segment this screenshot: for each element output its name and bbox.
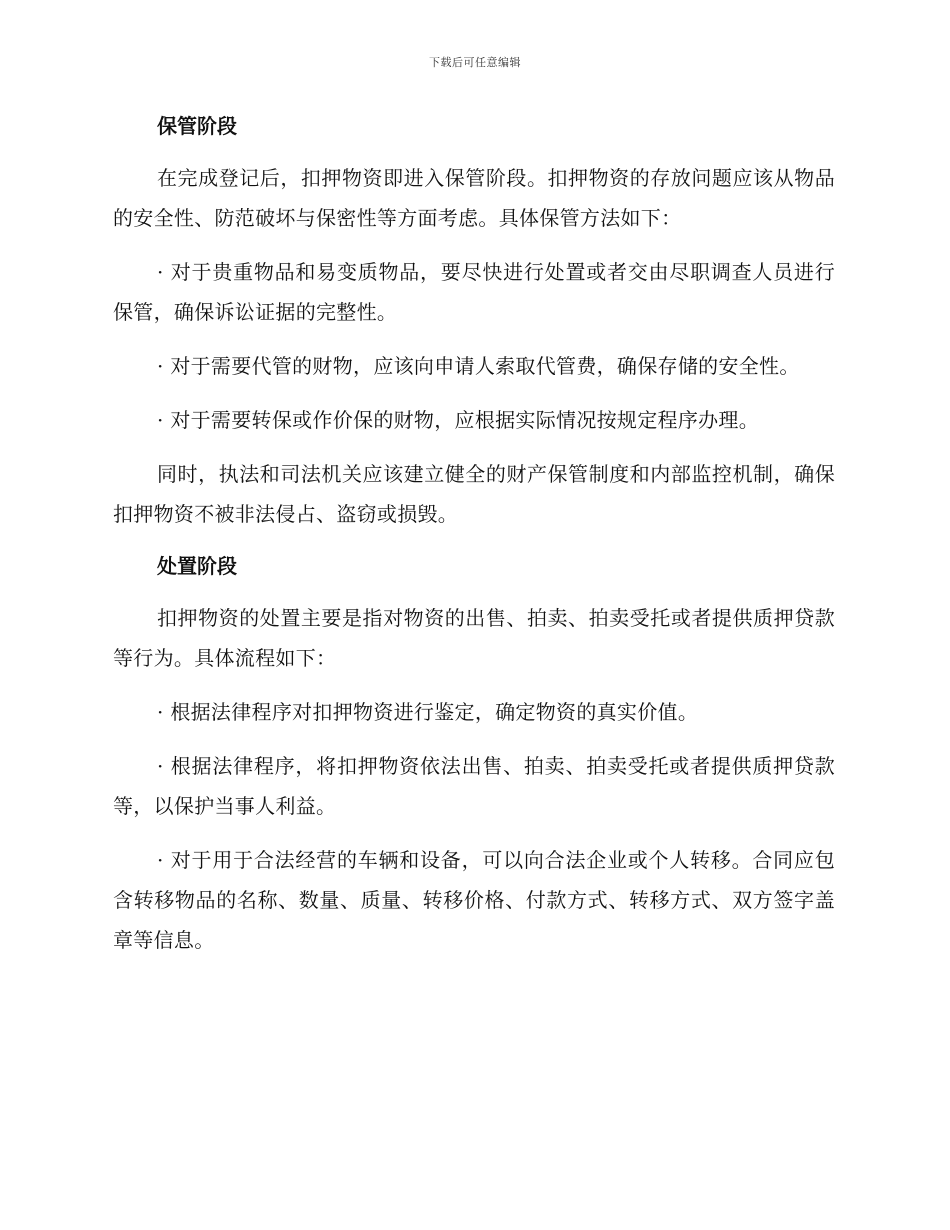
page-header-note: 下载后可任意编辑 (429, 56, 521, 69)
storage-item-1: · 对于贵重物品和易变质物品，要尽快进行处置或者交由尽职调查人员进行保管，确保诉讼证据的完整性。 (113, 260, 835, 324)
storage-item-2: · 对于需要代管的财物，应该向申请人索取代管费，确保存储的安全性。 (157, 354, 800, 378)
section-heading-storage: 保管阶段 (157, 114, 237, 138)
section-heading-disposal: 处置阶段 (157, 554, 237, 578)
disposal-item-2: · 根据法律程序，将扣押物资依法出售、拍卖、拍卖受托或者提供质押贷款等，以保护当事人利益。 (113, 754, 835, 818)
storage-intro-paragraph: 在完成登记后，扣押物资即进入保管阶段。扣押物资的存放问题应该从物品的安全性、防范破坏与保密性等方面考虑。具体保管方法如下： (113, 166, 835, 230)
disposal-intro-paragraph: 扣押物资的处置主要是指对物资的出售、拍卖、拍卖受托或者提供质押贷款等行为。具体流程如下： (113, 606, 835, 670)
disposal-item-3: · 对于用于合法经营的车辆和设备，可以向合法企业或个人转移。合同应包含转移物品的名称、数量、质量、转移价格、付款方式、转移方式、双方签字盖章等信息。 (113, 848, 835, 952)
storage-item-3: · 对于需要转保或作价保的财物，应根据实际情况按规定程序办理。 (157, 408, 760, 432)
document-body (113, 108, 835, 974)
storage-closing-paragraph: 同时，执法和司法机关应该建立健全的财产保管制度和内部监控机制，确保扣押物资不被非法侵占、盗窃或损毁。 (113, 462, 835, 526)
disposal-item-1: · 根据法律程序对扣押物资进行鉴定，确定物资的真实价值。 (157, 700, 699, 724)
